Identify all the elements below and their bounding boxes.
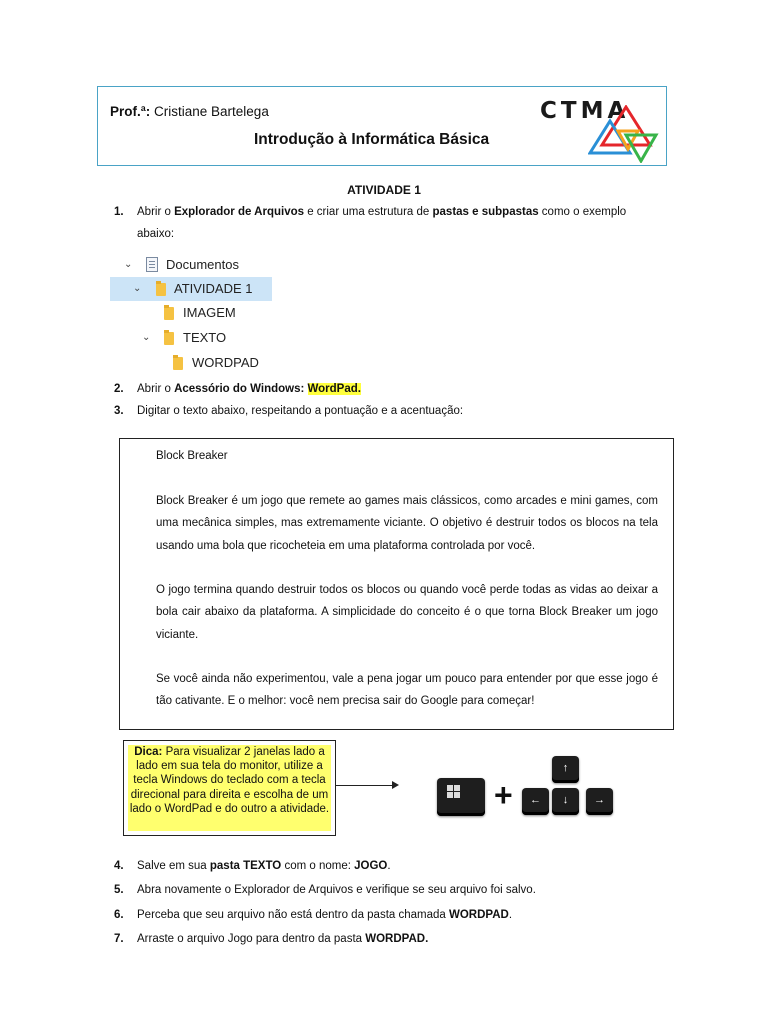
- text-run: .: [387, 860, 391, 872]
- step-text: [137, 928, 657, 950]
- text-bold: WORDPAD.: [365, 933, 429, 945]
- step-text: Abra novamente o Explorador de Arquivos e verifique se seu arquivo foi salvo.: [137, 884, 536, 896]
- text-run: como o exemplo: [538, 206, 627, 218]
- tip-content: [128, 745, 331, 831]
- tree-label: TEXTO: [183, 330, 227, 345]
- triangles-logo-icon: [588, 105, 662, 163]
- arrow-left-key: ←: [522, 788, 549, 815]
- text-bold: pasta TEXTO: [209, 860, 282, 872]
- arrow-right-key: →: [586, 788, 613, 815]
- text-bold: Acessório do Windows:: [174, 383, 308, 395]
- course-title: Introdução à Informática Básica: [254, 131, 490, 148]
- chevron-down-icon[interactable]: ⌄: [124, 259, 133, 270]
- tree-label: Documentos: [166, 257, 239, 272]
- professor-name: Cristiane Bartelega: [154, 104, 269, 119]
- step-number: 2.: [114, 383, 124, 395]
- ctma-logo: [540, 95, 662, 163]
- text-bold: pastas e subpastas: [432, 206, 539, 218]
- logo-text: CTMA: [540, 98, 630, 124]
- text-run: Abrir o: [137, 206, 175, 218]
- step-number: 5.: [114, 884, 124, 896]
- paragraph-1: Block Breaker é um jogo que remete ao games mais clássicos, como arcades e mini games, com uma mecânica simples, mas extremamente viciante. O objetivo é destruir todos os blocos na tela usando uma bola que ricocheteia em uma plataforma controlada por você.: [156, 495, 658, 552]
- sample-text-box: [119, 438, 674, 730]
- step-number: 3.: [114, 405, 124, 417]
- text-run: e criar uma estrutura de: [304, 206, 433, 218]
- text-run: Abrir o: [137, 383, 175, 395]
- tip-label: Dica:: [134, 746, 163, 758]
- tip-box: [123, 740, 336, 836]
- documents-icon: [146, 257, 158, 272]
- text-run: abaixo:: [137, 228, 175, 240]
- step-text: [137, 904, 657, 926]
- tree-label: WORDPAD: [192, 355, 259, 370]
- step-number: 4.: [114, 860, 124, 872]
- plus-sign: +: [494, 777, 513, 813]
- text-run: Salve em sua: [137, 860, 210, 872]
- chevron-down-icon[interactable]: ⌄: [142, 332, 151, 343]
- step-number: 1.: [114, 206, 124, 218]
- tree-label: IMAGEM: [183, 305, 236, 320]
- step-text: Digitar o texto abaixo, respeitando a pontuação e a acentuação:: [137, 405, 464, 417]
- folder-icon: [164, 307, 174, 320]
- step-text: [137, 855, 657, 877]
- tree-label: ATIVIDADE 1: [174, 281, 253, 296]
- arrow-up-key: ↑: [552, 756, 579, 783]
- text-bold: JOGO: [354, 860, 388, 872]
- step-number: 6.: [114, 909, 124, 921]
- windows-logo-icon: [447, 785, 461, 799]
- tip-text: Para visualizar 2 janelas lado a lado em sua tela do monitor, utilize a tecla Windows do teclado com a tecla direcional para direita e escolha de um lado o WordPad e do outro a atividade.: [129, 746, 330, 815]
- folder-icon: [173, 357, 183, 370]
- windows-key: [437, 778, 485, 816]
- paragraph-3: Se você ainda não experimentou, vale a pena jogar um pouco para entender por que esse jogo é tão cativante. E o melhor: você nem precisa sair do Google para começar!: [156, 673, 658, 708]
- arrow-line: [336, 785, 394, 786]
- step-text: [137, 378, 657, 400]
- text-run: Arraste o arquivo Jogo para dentro da pasta: [137, 933, 366, 945]
- text-bold: WORDPAD: [449, 909, 509, 921]
- activity-title: ATIVIDADE 1: [347, 183, 421, 197]
- chevron-down-icon[interactable]: ⌄: [133, 283, 142, 294]
- paragraph-2: O jogo termina quando destruir todos os blocos ou quando você perde todas as vidas ao deixar a bola cair abaixo da plataforma. A simplicidade do conceito é o que torna Block Breaker um jogo viciante.: [156, 584, 658, 641]
- text-run: Perceba que seu arquivo não está dentro da pasta chamada: [137, 909, 449, 921]
- header-box: [97, 86, 667, 166]
- step-text: [137, 201, 657, 245]
- text-run: .: [508, 909, 513, 921]
- professor-label: Prof.ª:: [110, 104, 151, 119]
- text-run: com o nome:: [281, 860, 355, 872]
- arrow-down-key: ↓: [552, 788, 579, 815]
- professor-line: [110, 104, 269, 119]
- text-title: Block Breaker: [156, 450, 228, 462]
- arrow-right-icon: [392, 781, 399, 789]
- highlighted-text: WordPad.: [307, 383, 361, 395]
- text-bold: Explorador de Arquivos: [174, 206, 305, 218]
- folder-icon: [164, 332, 174, 345]
- folder-icon: [156, 283, 166, 296]
- step-number: 7.: [114, 933, 124, 945]
